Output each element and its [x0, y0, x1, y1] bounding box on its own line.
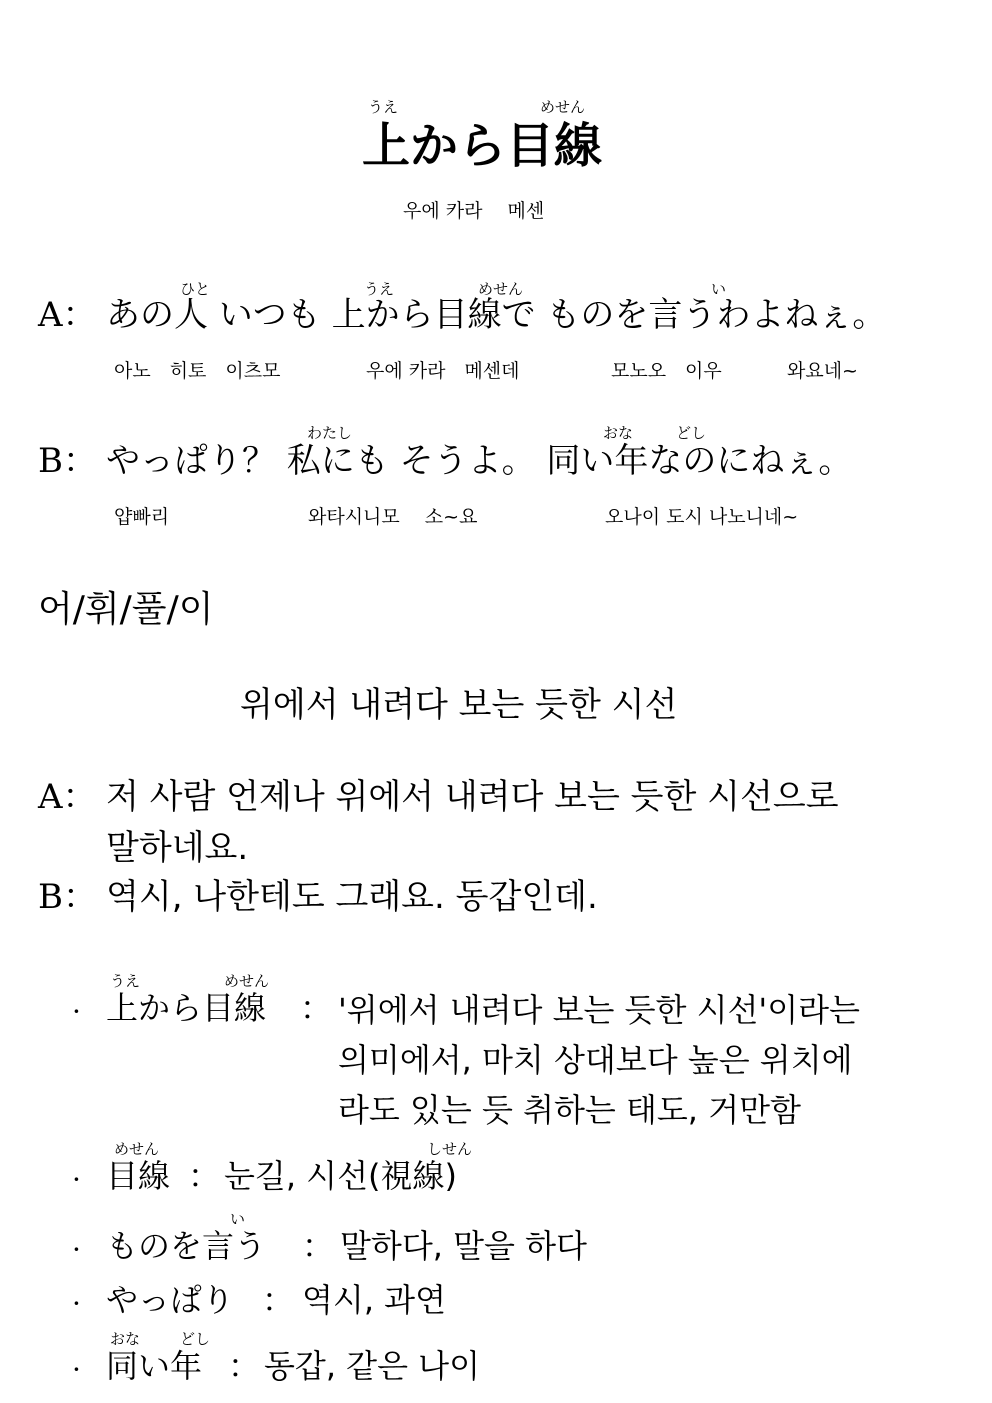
dialog-b-ruby-ona: おな [603, 424, 634, 442]
vocab-term: やっぱり [106, 1281, 235, 1319]
vocab-2-ruby-mesen: めせん [114, 1140, 160, 1158]
vocab-separator: ： [262, 1281, 295, 1319]
vocab-separator: ： [302, 1227, 335, 1265]
dialog-a-reading-1: 아노 히토 이츠모 [114, 360, 281, 382]
vocab-definition-line-3: 라도 있는 듯 취하는 태도, 거만함 [338, 1091, 801, 1129]
vocab-1-ruby-ue: うえ [110, 972, 141, 990]
translation-b-speaker: B： [38, 877, 97, 917]
vocab-term: ものを言う [106, 1227, 267, 1265]
vocab-separator: ： [228, 1347, 261, 1385]
vocab-term: 同い年 [106, 1347, 203, 1385]
vocab-bullet: · [72, 1353, 81, 1386]
dialog-a-ruby-hito: ひと [180, 280, 211, 298]
dialog-a-speaker: A： [38, 295, 97, 335]
dialog-b-text: やっぱり？ 私にも そうよ。 同い年なのにねぇ。 [106, 441, 853, 481]
vocab-definition-line-1: 말하다, 말을 하다 [340, 1227, 587, 1265]
vocab-heading: 어/휘/풀/이 [38, 589, 214, 630]
vocab-bullet: · [72, 1163, 81, 1196]
title-reading: 우에 카라 메센 [403, 200, 545, 222]
vocab-separator: ： [300, 989, 333, 1027]
vocab-term: 目線 [106, 1157, 171, 1195]
dialog-a-ruby-i: い [711, 280, 727, 298]
vocab-definition-line-1: 역시, 과연 [302, 1281, 446, 1319]
vocab-bullet: · [72, 1233, 81, 1266]
translation-b-line-1: 역시, 나한테도 그래요. 동갑인데. [106, 877, 598, 917]
vocab-bullet: · [72, 1287, 81, 1320]
dialog-b-reading-1: 얍빠리 [114, 506, 170, 528]
vocab-5-ruby-doshi: どし [180, 1330, 211, 1348]
dialog-a-reading-4: 와요네~ [787, 360, 858, 382]
page-title: 上から目線 [362, 118, 603, 174]
translation-a-line-2: 말하네요. [106, 828, 249, 868]
vocab-bullet: · [72, 995, 81, 1028]
vocab-definition-line-2: 의미에서, 마치 상대보다 높은 위치에 [338, 1041, 853, 1079]
dialog-a-ruby-ue: うえ [364, 280, 395, 298]
vocab-definition-line-1: '위에서 내려다 보는 듯한 시선'이라는 [338, 991, 860, 1029]
dialog-a-reading-3: 모노오 이우 [611, 360, 722, 382]
dialog-b-reading-2: 와타시니모 소~요 [308, 506, 478, 528]
vocab-3-ruby-i: い [230, 1210, 246, 1228]
translation-a-line-1: 저 사람 언제나 위에서 내려다 보는 듯한 시선으로 [106, 777, 839, 817]
vocab-5-ruby-ona: おな [110, 1330, 141, 1348]
title-ruby-ue: うえ [368, 98, 399, 116]
vocab-definition-line-1: 눈길, 시선(視線) [224, 1157, 457, 1195]
meaning-title: 위에서 내려다 보는 듯한 시선 [240, 685, 678, 725]
dialog-b-reading-3: 오나이 도시 나노니네~ [605, 506, 799, 528]
vocab-term: 上から目線 [106, 989, 267, 1027]
dialog-b-speaker: B： [38, 441, 97, 481]
translation-a-speaker: A： [38, 777, 97, 817]
dialog-a-ruby-mesen: めせん [478, 280, 524, 298]
dialog-b-ruby-watashi: わたし [307, 424, 353, 442]
dialog-a-reading-2: 우에 카라 메센데 [366, 360, 520, 382]
title-ruby-mesen: めせん [540, 98, 586, 116]
dialog-a-text: あの人 いつも 上から目線で ものを言うわよねぇ。 [106, 295, 887, 335]
dialog-b-ruby-doshi: どし [676, 424, 707, 442]
vocab-separator: ： [188, 1157, 221, 1195]
vocab-definition-line-1: 동갑, 같은 나이 [264, 1347, 480, 1385]
vocab-2-ruby-shisen: しせん [427, 1140, 473, 1158]
vocab-1-ruby-mesen: めせん [224, 972, 270, 990]
